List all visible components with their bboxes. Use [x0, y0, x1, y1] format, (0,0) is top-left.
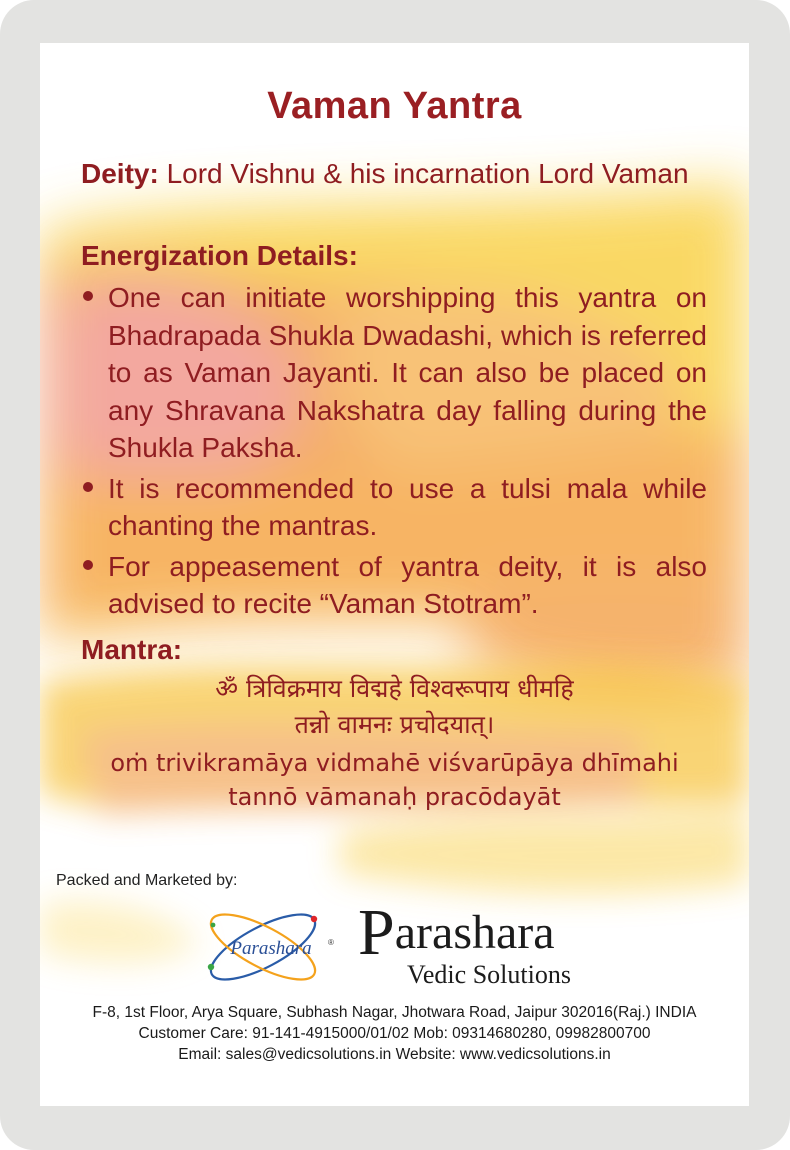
brand-subtitle: Vedic Solutions	[407, 960, 571, 989]
footer-email-website: Email: sales@vedicsolutions.in Website: www.vedicsolutions.in	[178, 1046, 611, 1063]
list-item	[81, 470, 707, 545]
footer-phones: Customer Care: 91-141-4915000/01/02 Mob: 09314680280, 09982800700	[138, 1025, 651, 1042]
brand-name	[358, 896, 555, 969]
brand-initial: P	[358, 896, 395, 969]
energization-list	[81, 279, 707, 626]
bullet-icon	[83, 482, 93, 492]
bullet-icon	[83, 560, 93, 570]
logo-script-text: Parashara	[230, 938, 312, 959]
bullet-text: One can initiate worshipping this yantra on Bhadrapada Shukla Dwadashi, which is referred to as Vaman Jayanti. It can also be placed on any Shravana Nakshatra day falling during the Shukla Paksha.	[108, 282, 707, 463]
list-item	[81, 548, 707, 623]
brand-name-rest: arashara	[394, 906, 555, 959]
deity-label: Deity:	[81, 158, 159, 189]
parashara-logo	[197, 903, 337, 985]
energization-heading: Energization Details:	[81, 240, 358, 271]
card-panel	[40, 43, 749, 1106]
list-item	[81, 279, 707, 467]
mantra-transliteration-line-1: oṁ trivikramāya vidmahē viśvarūpāya dhīmahi	[110, 749, 679, 777]
bullet-text: It is recommended to use a tulsi mala while chanting the mantras.	[108, 472, 707, 541]
mantra-transliteration-line-2: tannō vāmanaḥ pracōdayāt	[228, 783, 561, 811]
bullet-text: For appeasement of yantra deity, it is also advised to recite “Vaman Stotram”.	[108, 550, 707, 619]
page-title: Vaman Yantra	[267, 85, 522, 127]
mantra-devanagari-line-1: ॐ त्रिविक्रमाय विद्महे विश्वरूपाय धीमहि	[215, 674, 574, 703]
mantra-block	[40, 671, 749, 814]
packed-by-label: Packed and Marketed by:	[56, 872, 238, 889]
mantra-devanagari-line-2: तन्नो वामनः प्रचोदयात्।	[294, 710, 495, 739]
mantra-heading: Mantra:	[81, 634, 183, 665]
footer-contact	[40, 1002, 749, 1065]
deity-line	[81, 155, 707, 193]
bullet-icon	[83, 291, 93, 301]
registered-mark: ®	[328, 938, 334, 947]
deity-value: Lord Vishnu & his incarnation Lord Vaman	[158, 158, 689, 189]
footer-address: F-8, 1st Floor, Arya Square, Subhash Nagar, Jhotwara Road, Jaipur 302016(Raj.) INDIA	[92, 1004, 697, 1021]
